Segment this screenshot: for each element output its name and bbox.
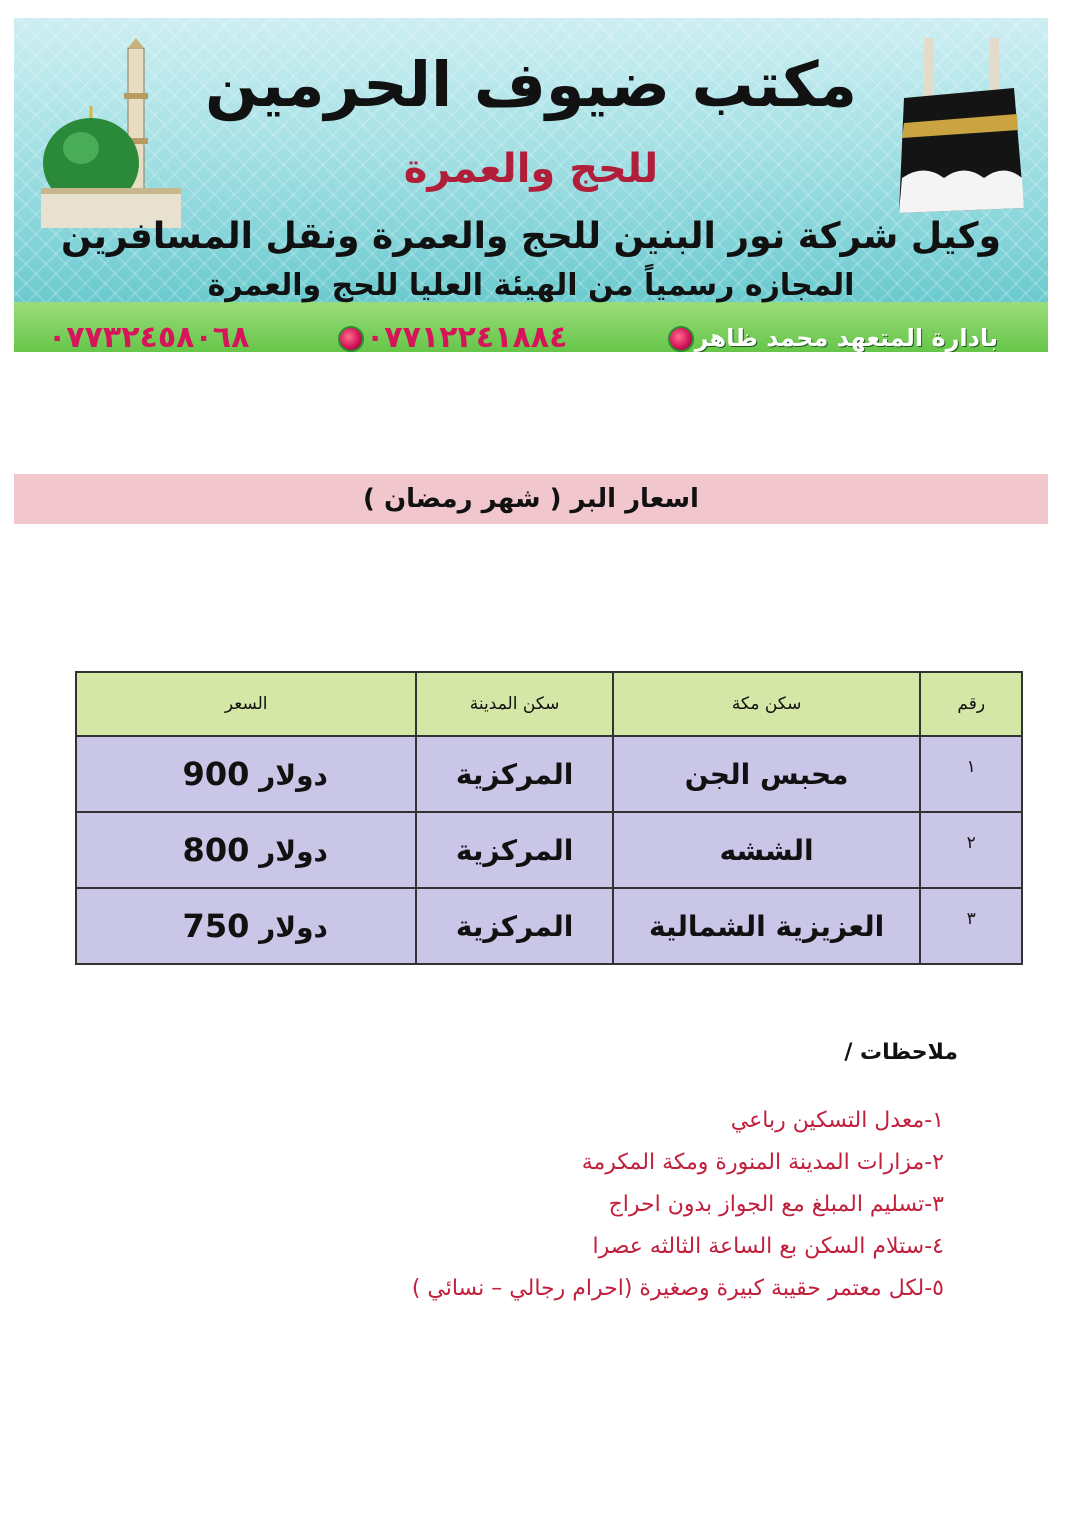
note-item: ٥-لكل معتمر حقيبة كبيرة وصغيرة (احرام رجالي – نسائي ) [411, 1276, 944, 1301]
row-price [76, 812, 416, 888]
price-table [75, 671, 1023, 965]
price-amount: 750 [182, 907, 250, 945]
table-row [76, 736, 1022, 812]
licensed-line: المجازه رسمياً من الهيئة العليا للحج والعمرة [207, 268, 855, 303]
header-num: رقم [920, 672, 1022, 736]
header-price: السعر [76, 672, 416, 736]
rose-icon [668, 326, 694, 352]
rose-icon [338, 326, 364, 352]
table-header-row [76, 672, 1022, 736]
row-medina: المركزية [416, 888, 612, 964]
office-title: مكتب ضيوف الحرمين [205, 48, 857, 121]
price-amount: 900 [182, 755, 250, 793]
table-row [76, 888, 1022, 964]
header-medina: سكن المدينة [416, 672, 612, 736]
notes-list [412, 1100, 944, 1310]
row-num: ١ [920, 736, 1022, 812]
note-item: ١-معدل التسكين رباعي [730, 1108, 944, 1133]
phone-number-2: ٠٧٧٣٢٤٥٨٠٦٨ [48, 320, 250, 352]
row-medina: المركزية [416, 736, 612, 812]
price-amount: 800 [182, 831, 250, 869]
row-price [76, 888, 416, 964]
header-mecca: سكن مكة [613, 672, 921, 736]
table-row [76, 812, 1022, 888]
section-title: اسعار البر ( شهر رمضان ) [14, 474, 1048, 524]
row-medina: المركزية [416, 812, 612, 888]
price-currency: دولار [259, 835, 328, 868]
price-currency: دولار [259, 759, 328, 792]
price-currency: دولار [259, 911, 328, 944]
row-mecca: محبس الجن [613, 736, 921, 812]
header-banner [14, 18, 1048, 352]
contact-row [48, 320, 998, 352]
row-mecca: الششه [613, 812, 921, 888]
phone-number-1: ٠٧٧١٢٢٤١٨٨٤ [366, 320, 568, 352]
notes-title: ملاحظات / [844, 1040, 958, 1065]
row-price [76, 736, 416, 812]
agent-line: وكيل شركة نور البنين للحج والعمرة ونقل المسافرين [61, 216, 1001, 257]
office-subtitle: للحج والعمرة [403, 146, 659, 192]
manager-name: بادارة المتعهد محمد ظاهر [694, 324, 998, 352]
note-item: ٢-مزارات المدينة المنورة ومكة المكرمة [581, 1150, 944, 1175]
note-item: ٤-ستلام السكن بع الساعة الثالثه عصرا [592, 1234, 944, 1259]
row-num: ٣ [920, 888, 1022, 964]
note-item: ٣-تسليم المبلغ مع الجواز بدون احراج [608, 1192, 944, 1217]
row-num: ٢ [920, 812, 1022, 888]
row-mecca: العزيزية الشمالية [613, 888, 921, 964]
